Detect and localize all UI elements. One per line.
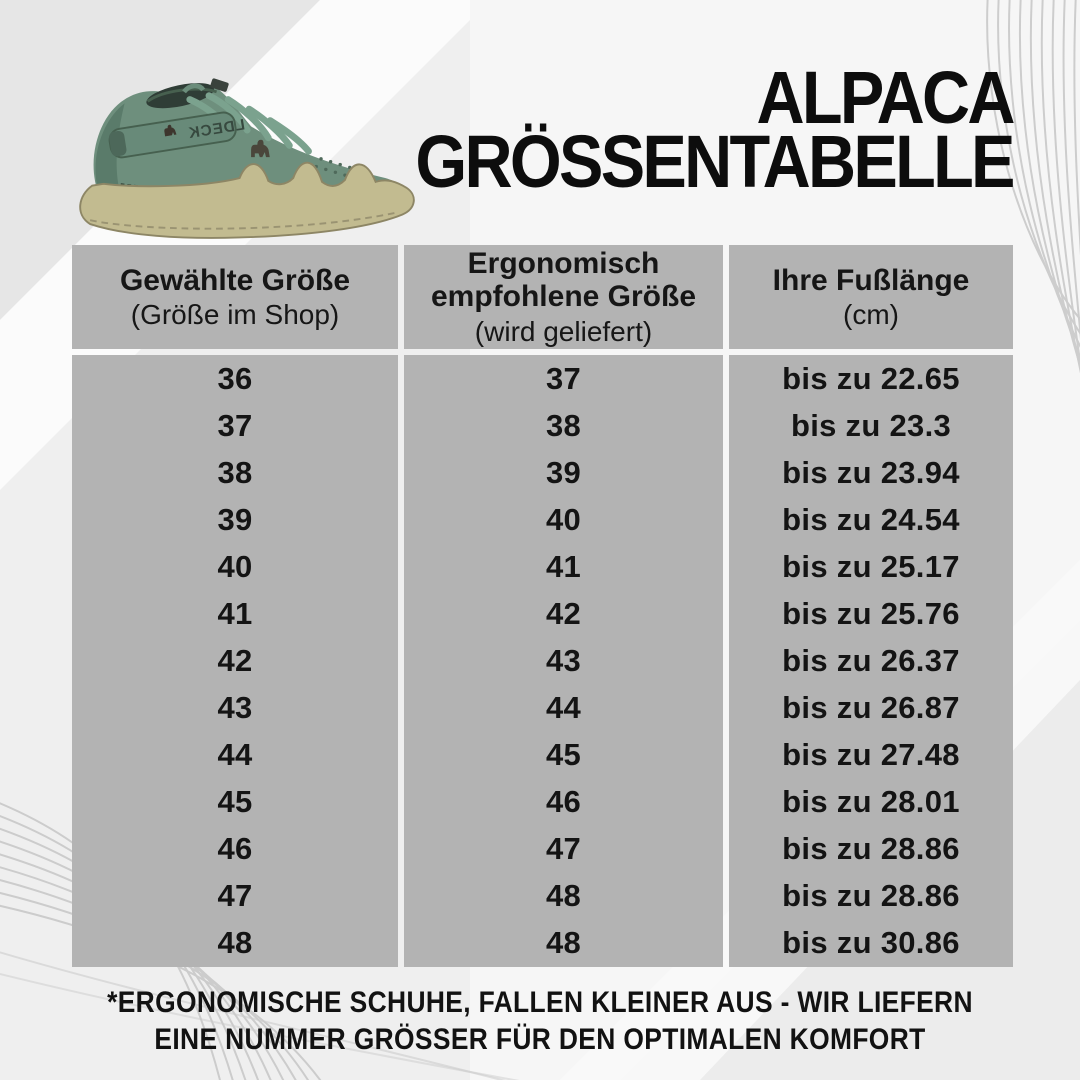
table-cell-foot: bis zu 28.01	[782, 784, 960, 820]
table-cell-shop: 43	[217, 690, 253, 726]
page-title	[415, 56, 1013, 203]
shoe-strap-brand-text: LDECK	[186, 116, 247, 143]
footnote-line-2: EINE NUMMER GRÖSSER FÜR DEN OPTIMALEN KOMFORT	[154, 1023, 926, 1056]
footnote-line-1: *ERGONOMISCHE SCHUHE, FALLEN KLEINER AUS - WIR LIEFERN	[107, 986, 973, 1019]
table-cell-foot: bis zu 25.17	[782, 548, 960, 584]
table-cell-shop: 37	[217, 407, 253, 443]
table-cell-shop: 39	[217, 501, 253, 537]
table-cell-delivered: 37	[545, 360, 582, 396]
table-cell-delivered: 48	[545, 878, 582, 914]
table-cell-delivered: 46	[545, 784, 582, 820]
table-cell-foot: bis zu 24.54	[782, 501, 960, 537]
table-cell-shop: 40	[217, 548, 253, 584]
table-cell-delivered: 40	[545, 501, 582, 537]
table-cell-shop: 41	[217, 595, 253, 631]
col-header-selected-size	[72, 245, 398, 349]
col-header-subtitle: (cm)	[843, 299, 899, 331]
table-cell-shop: 38	[217, 454, 253, 490]
table-cell-delivered: 38	[545, 407, 582, 443]
table-cell-delivered: 48	[545, 925, 582, 961]
title-line-1: ALPACA	[756, 56, 1013, 139]
table-cell-foot: bis zu 23.94	[782, 454, 960, 490]
table-cell-delivered: 43	[545, 643, 582, 678]
table-cell-delivered: 42	[545, 595, 582, 631]
title-line-2: GRÖSSENTABELLE	[415, 120, 1013, 203]
column-foot-lengths	[729, 355, 1013, 967]
table-cell-shop: 42	[217, 643, 253, 678]
table-cell-delivered: 39	[545, 454, 582, 490]
column-shop-sizes	[72, 355, 398, 967]
table-cell-foot: bis zu 26.37	[782, 643, 960, 678]
col-header-title: Ihre Fußlänge	[772, 263, 970, 297]
column-delivered-sizes	[404, 355, 723, 967]
table-cell-foot: bis zu 25.76	[782, 595, 960, 631]
product-image	[28, 42, 432, 248]
table-cell-shop: 36	[217, 360, 253, 396]
col-header-foot-length	[729, 245, 1013, 349]
col-header-subtitle: (Größe im Shop)	[130, 299, 340, 331]
shoe-illustration	[28, 42, 432, 248]
col-header-recommended-size	[404, 245, 723, 349]
table-cell-foot: bis zu 22.65	[782, 360, 960, 396]
table-cell-delivered: 44	[545, 690, 582, 726]
col-header-subtitle: (wird geliefert)	[474, 315, 653, 347]
size-table	[72, 245, 1013, 967]
table-cell-shop: 46	[217, 831, 253, 867]
table-cell-shop: 48	[217, 925, 253, 961]
col-header-title: Gewählte Größe	[119, 263, 351, 297]
col-header-title: Ergonomisch empfohlene Größe	[430, 246, 697, 314]
table-cell-foot: bis zu 23.3	[790, 407, 952, 443]
table-cell-foot: bis zu 28.86	[782, 831, 960, 867]
table-cell-foot: bis zu 26.87	[782, 690, 960, 726]
table-cell-shop: 44	[217, 737, 253, 773]
table-cell-delivered: 41	[545, 548, 582, 584]
footnote	[65, 984, 1015, 1058]
table-cell-foot: bis zu 28.86	[782, 878, 960, 914]
table-cell-delivered: 47	[545, 831, 582, 867]
table-cell-shop: 47	[217, 878, 253, 914]
table-cell-foot: bis zu 30.86	[782, 925, 960, 961]
table-cell-shop: 45	[217, 784, 253, 820]
table-cell-foot: bis zu 27.48	[782, 737, 960, 773]
table-cell-delivered: 45	[545, 737, 582, 773]
